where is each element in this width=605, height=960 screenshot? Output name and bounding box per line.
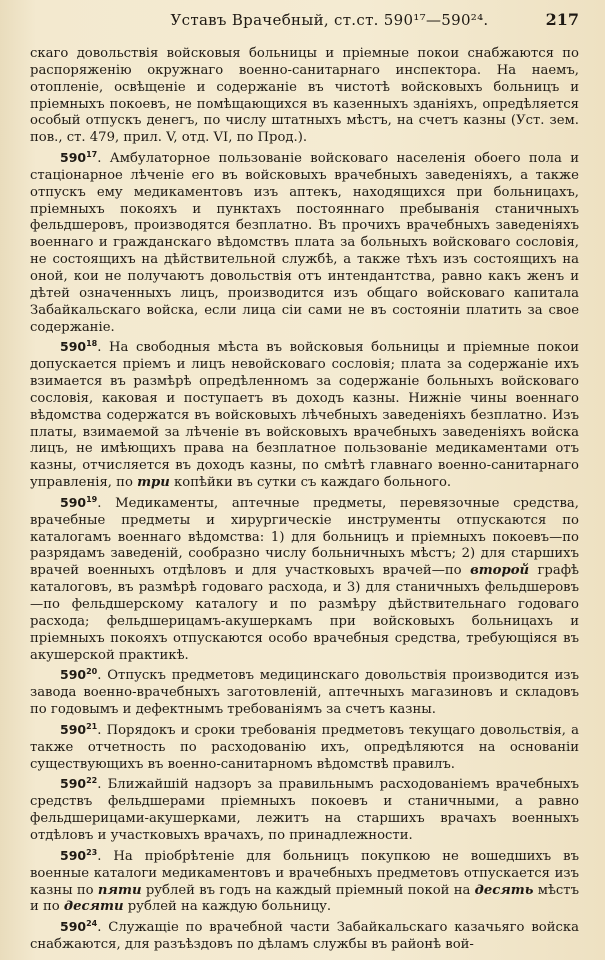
article-number-sup: 23 [86,847,98,857]
article-number-sup: 18 [86,339,98,349]
article-number [60,667,97,682]
article-number-base: 590 [60,667,87,683]
article-paragraph: $590^{21}$. Порядокъ и сроки требованія предметовъ текущаго довольствія, а также отчетность по расходованію ихъ, опредѣляются на основаніи существующихъ въ военно-санитарномъ вѣдомствѣ правилъ. [30,721,579,772]
text-segment: мѣстъ и по [30,882,579,915]
text-segment: Отпускъ предметовъ медицинскаго довольствія производится изъ завода военно-врачебныхъ заготовленій, аптечныхъ магазиновъ и складовъ по годовымъ и дефектнымъ требованіямъ за счетъ казны. [30,668,579,718]
paragraph-continuation [30,46,579,147]
article-number-sup: 21 [86,721,98,731]
text-segment: скаго довольствія войсковыя больницы и пріемные покои снабжаются по распоряженію окружнаго военно-санитарнаго инспектора. На наемъ, отопленіе, освѣщеніе и содержаніе въ чистотѣ войсковыхъ больницъ и пріемныхъ покоевъ, не помѣщающихся въ казенныхъ зданіяхъ, опредѣляется особый отпускъ денегъ, по числу штатныхъ мѣстъ, на счетъ казны (Уст. зем. пов., ст. 479, прил. V, отд. VI, по Прод.). [30,46,579,146]
article-paragraph: $590^{17}$. Амбулаторное пользованіе войсковаго населенія обоего пола и стаціонарное лѣченіе его въ войсковыхъ врачебныхъ заведеніяхъ, а также отпускъ ему медикаментовъ изъ аптекъ, находящихся при больницахъ, пріемныхъ покояхъ и пунктахъ постояннаго пребыванія станичныхъ фельдшеровъ, производятся безплатно. Въ прочихъ врачебныхъ заведеніяхъ военнаго и гражданскаго вѣдомствъ плата за больныхъ войсковаго сословія, не состоящихъ на дѣйствительной службѣ, а также тѣхъ изъ состоящихъ на оной, кои не получаютъ довольствія отъ интендантства, равно какъ женъ и дѣтей означенныхъ лицъ, производится изъ общаго войсковаго капитала Забайкальскаго войска, если лица сіи сами не въ состояніи платить за свое содержаніе. [30,150,579,335]
article-paragraph: $590^{23}$. На пріобрѣтеніе для больницъ покупкою не вошедшихъ въ военные каталоги медикаментовъ и врачебныхъ предметовъ отпускается изъ казны по пяти рублей въ годъ на каждый пріемный покой на десять мѣстъ и по десяти рублей на каждую больницу. [30,847,579,915]
emphasized-word: пяти [97,882,142,898]
article-number-sup: 24 [86,919,98,929]
text-segment: копѣйки въ сутки съ каждаго больного. [169,475,452,491]
article-paragraph: $590^{24}$. Служащіе по врачебной части Забайкальскаго казачьяго войска снабжаются, для разъѣздовъ по дѣламъ службы въ районѣ вой- [30,919,579,953]
article-number [60,722,97,737]
article-paragraph: $590^{20}$. Отпускъ предметовъ медицинскаго довольствія производится изъ завода военно-врачебныхъ заготовленій, аптечныхъ магазиновъ и складовъ по годовымъ и дефектнымъ требованіямъ за счетъ казны. [30,667,579,718]
article-number [60,495,97,510]
article-number [60,339,97,354]
article-number-sup: 19 [86,494,98,504]
running-header [30,10,579,46]
emphasized-word: три [137,475,170,491]
text-segment: графѣ каталоговъ, въ размѣрѣ годоваго расхода, и 3) для станичныхъ фельдшеровъ—по фельдшерскому каталогу и по размѣру дѣйствительнаго годоваго расхода; фельдшерицамъ-акушеркамъ при войсковыхъ больницахъ и пріемныхъ покояхъ отпускаются особо врачебныя средства, требующіяся въ акушерской практикѣ. [30,563,579,663]
emphasized-word: десять [474,882,534,898]
page-number: 217 [545,10,579,29]
text-segment: Служащіе по врачебной части Забайкальскаго казачьяго войска снабжаются, для разъѣздовъ по дѣламъ службы въ районѣ вой- [30,920,579,953]
text-segment: На свободныя мѣста въ войсковыя больницы и пріемные покои допускается пріемъ и лицъ невойсковаго сословія; плата за содержаніе ихъ взимается въ размѣрѣ опредѣленномъ за содержаніе больныхъ войсковаго сословія, каковая и поступаетъ въ доходъ казны. Нижніе чины военнаго вѣдомства содержатся въ войсковыхъ лѣчебныхъ заведеніяхъ безплатно. Изъ платы, взимаемой за лѣченіе въ войсковыхъ врачебныхъ заведеніяхъ войска лицъ, не имѣющихъ права на безплатное пользованіе медикаментами отъ казны, отчисляется въ доходъ казны, по смѣтѣ главнаго военно-санитарнаго управленія, по [30,340,579,491]
emphasized-word: второй [470,563,530,579]
article-number-base: 590 [60,919,87,935]
text-segment: Амбулаторное пользованіе войсковаго населенія обоего пола и стаціонарное лѣченіе его въ войсковыхъ врачебныхъ заведеніяхъ, а также отпускъ ему медикаментовъ изъ аптекъ, находящихся при больницахъ, пріемныхъ покояхъ и пунктахъ постояннаго пребыванія станичныхъ фельдшеровъ, производятся безплатно. Въ прочихъ врачебныхъ заведеніяхъ военнаго и гражданскаго вѣдомствъ плата за больныхъ войсковаго сословія, не состоящихъ на дѣйствительной службѣ, а также тѣхъ изъ состоящихъ на оной, кои не получаютъ довольствія отъ интендантства, равно какъ женъ и дѣтей означенныхъ лицъ, производится изъ общаго войсковаго капитала Забайкальскаго войска, если лица сіи сами не въ состояніи платить за свое содержаніе. [30,151,579,335]
article-number-sup: 20 [86,667,98,677]
article-number-base: 590 [60,847,87,863]
text-segment: рублей на каждую больницу. [123,899,332,915]
article-number-base: 590 [60,494,87,510]
text-segment: Порядокъ и сроки требованія предметовъ текущаго довольствія, а также отчетность по расходованію ихъ, опредѣляются на основаніи существующихъ въ военно-санитарномъ вѣдомствѣ правилъ. [30,722,579,772]
article-number [60,150,97,165]
article-number-base: 590 [60,721,87,737]
article-paragraph: $590^{22}$. Ближайшій надзоръ за правильнымъ расходованіемъ врачебныхъ средствъ фельдшерами пріемныхъ покоевъ и станичными, а равно фельдшерицами-акушерками, лежитъ на старшихъ врачахъ военныхъ отдѣловъ и участковыхъ врачахъ, по принадлежности. [30,776,579,843]
article-number [60,919,97,934]
article-number-base: 590 [60,339,87,355]
body-text [30,46,579,954]
text-segment: Ближайшій надзоръ за правильнымъ расходованіемъ врачебныхъ средствъ фельдшерами пріемныхъ покоевъ и станичными, а равно фельдшерицами-акушерками, лежитъ на старшихъ врачахъ военныхъ отдѣловъ и участковыхъ врачахъ, по принадлежности. [30,777,579,843]
article-number-sup: 22 [86,776,98,786]
text-segment: На пріобрѣтеніе для больницъ покупкою не вошедшихъ въ военные каталоги медикаментовъ и врачебныхъ предметовъ отпускается изъ казны по [30,848,579,898]
text-segment: рублей въ годъ на каждый пріемный покой на [141,882,475,898]
article-number-sup: 17 [86,150,98,160]
article-number [60,848,97,863]
article-paragraph: $590^{19}$. Медикаменты, аптечные предметы, перевязочные средства, врачебные предметы и хирургическіе инструменты отпускаются по каталогамъ военнаго вѣдомства: 1) для больницъ и пріемныхъ покоевъ—по разрядамъ заведеній, сообразно числу больничныхъ мѣстъ; 2) для старшихъ врачей военныхъ отдѣловъ и для участковыхъ врачей—по второй графѣ каталоговъ, въ размѣрѣ годоваго расхода, и 3) для станичныхъ фельдшеровъ—по фельдшерскому каталогу и по размѣру дѣйствительнаго годоваго расхода; фельдшерицамъ-акушеркамъ при войсковыхъ больницахъ и пріемныхъ покояхъ отпускаются особо врачебныя средства, требующіяся въ акушерской практикѣ. [30,494,579,663]
article-number-base: 590 [60,776,87,792]
emphasized-word: десяти [63,899,124,915]
article-paragraph: $590^{18}$. На свободныя мѣста въ войсковыя больницы и пріемные покои допускается пріемъ и лицъ невойсковаго сословія; плата за содержаніе ихъ взимается въ размѣрѣ опредѣленномъ за содержаніе больныхъ войсковаго сословія, каковая и поступаетъ въ доходъ казны. Нижніе чины военнаго вѣдомства содержатся въ войсковыхъ лѣчебныхъ заведеніяхъ безплатно. Изъ платы, взимаемой за лѣченіе въ войсковыхъ врачебныхъ заведеніяхъ войска лицъ, не имѣющихъ права на безплатное пользованіе медикаментами отъ казны, отчисляется въ доходъ казны, по смѣтѣ главнаго военно-санитарнаго управленія, по три копѣйки въ сутки съ каждаго больного. [30,339,579,491]
article-number [60,776,97,791]
article-number-base: 590 [60,150,87,166]
text-segment: Медикаменты, аптечные предметы, перевязочные средства, врачебные предметы и хирургическіе инструменты отпускаются по каталогамъ военнаго вѣдомства: 1) для больницъ и пріемныхъ покоевъ—по разрядамъ заведеній, сообразно числу больничныхъ мѣстъ; 2) для старшихъ врачей военныхъ отдѣловъ и для участковыхъ врачей—по [30,495,579,579]
header-title: Уставъ Врачебный, ст.ст. 590¹⁷—590²⁴. [170,11,489,29]
